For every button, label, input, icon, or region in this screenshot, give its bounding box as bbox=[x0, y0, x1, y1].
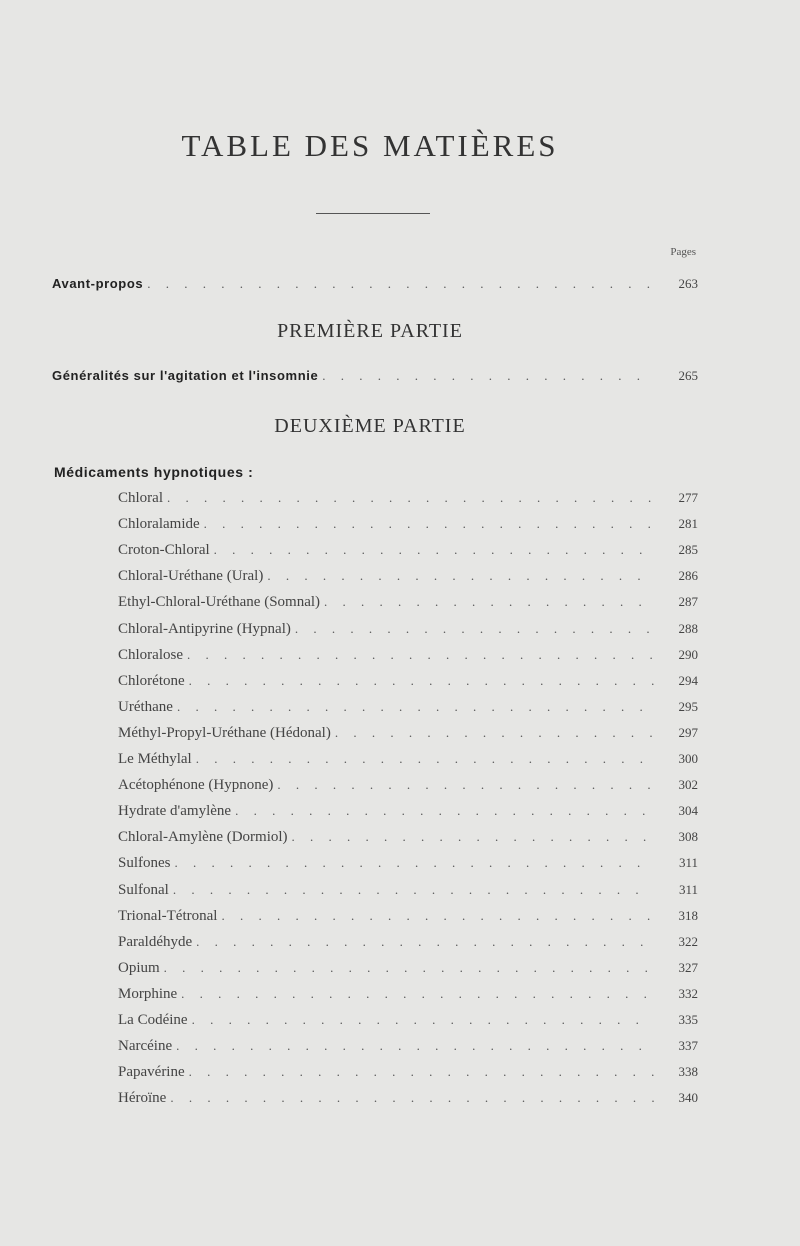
page-title: TABLE DES MATIÈRES bbox=[181, 128, 559, 163]
toc-entry-label: Ethyl-Chloral-Uréthane (Somnal) bbox=[118, 594, 321, 611]
toc-entry bbox=[118, 1038, 698, 1060]
toc-entry-page: 290 bbox=[678, 646, 698, 662]
dot-leader bbox=[177, 699, 654, 715]
toc-entry-label: La Codéine bbox=[118, 1012, 188, 1028]
toc-entry bbox=[118, 751, 698, 773]
toc-entry-page: 338 bbox=[678, 1064, 698, 1080]
toc-entry-page: 311 bbox=[678, 855, 698, 871]
toc-entry-label: Chloral-Amylène (Dormiol) bbox=[118, 829, 288, 846]
dot-leader bbox=[176, 1038, 654, 1054]
dot-leader bbox=[235, 803, 654, 819]
toc-entry bbox=[118, 986, 698, 1008]
toc-entry-label: Chloral bbox=[118, 490, 163, 506]
toc-entry-page: 265 bbox=[678, 368, 698, 383]
toc-entry-label: Sulfonal bbox=[118, 881, 169, 898]
toc-entry bbox=[118, 1090, 698, 1112]
dot-leader bbox=[167, 490, 654, 506]
toc-entry-label: Héroïne bbox=[118, 1090, 167, 1107]
toc-entry bbox=[118, 960, 698, 982]
toc-entry-generalites bbox=[52, 368, 698, 390]
dot-leader bbox=[335, 725, 654, 741]
pages-column-header: Pages bbox=[670, 246, 696, 258]
toc-entry bbox=[118, 1012, 698, 1034]
dot-leader bbox=[322, 368, 654, 384]
toc-entry-page: 302 bbox=[678, 777, 698, 793]
dot-leader bbox=[267, 568, 654, 584]
toc-entry bbox=[118, 542, 698, 564]
toc-entry-page: 285 bbox=[678, 542, 698, 558]
toc-entry-page: 308 bbox=[678, 829, 698, 845]
toc-entry-page: 304 bbox=[678, 803, 698, 819]
toc-entry bbox=[118, 908, 698, 930]
dot-leader bbox=[147, 276, 654, 292]
dot-leader bbox=[324, 594, 654, 610]
toc-entry-page: 287 bbox=[678, 594, 698, 610]
toc-entry bbox=[118, 568, 698, 590]
toc-entry-page: 335 bbox=[678, 1012, 698, 1027]
toc-entry-label: Chloral-Antipyrine (Hypnal) bbox=[118, 620, 291, 637]
toc-entry bbox=[118, 673, 698, 695]
toc-entry-label: Méthyl-Propyl-Uréthane (Hédonal) bbox=[118, 724, 331, 741]
toc-entry bbox=[118, 621, 698, 643]
toc-entry-label: Trional-Tétronal bbox=[118, 907, 218, 924]
dot-leader bbox=[187, 647, 654, 663]
part-title-2: DEUXIÈME PARTIE bbox=[274, 415, 466, 437]
toc-entry-label: Chloralamide bbox=[118, 516, 200, 533]
dot-leader bbox=[196, 751, 654, 767]
toc-entry bbox=[118, 803, 698, 825]
toc-entry-label: Chloralose bbox=[118, 646, 183, 663]
toc-entry-label: Narcéine bbox=[118, 1038, 173, 1055]
toc-entry bbox=[118, 934, 698, 956]
toc-entry-page: 286 bbox=[678, 568, 698, 584]
toc-entry-label: Acétophénone (Hypnone) bbox=[118, 777, 274, 794]
toc-entry bbox=[118, 490, 698, 512]
toc-entry-page: 288 bbox=[678, 620, 698, 636]
toc-entry-avant-propos bbox=[52, 276, 698, 298]
toc-entry-page: 297 bbox=[678, 724, 698, 740]
toc-entry bbox=[118, 882, 698, 904]
toc-entry-page: 327 bbox=[678, 959, 698, 975]
toc-entry-label: Uréthane bbox=[118, 698, 173, 715]
toc-entry-page: 337 bbox=[678, 1038, 698, 1054]
toc-entry-page: 318 bbox=[678, 907, 698, 923]
toc-entry-label: Chlorétone bbox=[118, 672, 185, 689]
dot-leader bbox=[189, 673, 654, 689]
section-heading: Médicaments hypnotiques : bbox=[54, 464, 254, 480]
dot-leader bbox=[277, 777, 654, 793]
dot-leader bbox=[173, 882, 654, 898]
toc-entry bbox=[118, 516, 698, 538]
dot-leader bbox=[181, 986, 654, 1002]
toc-entry-label: Morphine bbox=[118, 985, 178, 1002]
dot-leader bbox=[175, 855, 655, 871]
toc-entry bbox=[118, 777, 698, 799]
toc-entry-page: 300 bbox=[678, 751, 698, 766]
toc-entry-label: Hydrate d'amylène bbox=[118, 803, 232, 820]
toc-entry bbox=[118, 1064, 698, 1086]
dot-leader bbox=[170, 1090, 654, 1106]
part-title-1: PREMIÈRE PARTIE bbox=[277, 320, 463, 342]
toc-entry-page: 332 bbox=[678, 985, 698, 1001]
toc-entry-label: Le Méthylal bbox=[118, 751, 192, 767]
toc-entry-page: 263 bbox=[678, 276, 698, 291]
toc-entry-page: 294 bbox=[678, 672, 698, 688]
dot-leader bbox=[164, 960, 654, 976]
dot-leader bbox=[204, 516, 654, 532]
toc-entry bbox=[118, 647, 698, 669]
toc-entry-label: Paraldéhyde bbox=[118, 933, 193, 950]
dot-leader bbox=[295, 621, 654, 637]
toc-entry-page: 281 bbox=[678, 516, 698, 532]
toc-entry bbox=[118, 594, 698, 616]
toc-entry-label: Généralités sur l'agitation et l'insomnie bbox=[52, 368, 319, 383]
dot-leader bbox=[214, 542, 654, 558]
toc-entry bbox=[118, 829, 698, 851]
toc-entry-page: 340 bbox=[678, 1090, 698, 1106]
toc-entry-label: Croton-Chloral bbox=[118, 542, 210, 559]
toc-entry-label: Avant-propos bbox=[52, 276, 144, 291]
toc-entry-page: 277 bbox=[678, 490, 698, 505]
dot-leader bbox=[292, 829, 654, 845]
toc-entry-page: 311 bbox=[678, 881, 698, 897]
dot-leader bbox=[196, 934, 654, 950]
toc-entry-page: 295 bbox=[678, 698, 698, 714]
toc-entry bbox=[118, 699, 698, 721]
toc-entry bbox=[118, 855, 698, 877]
toc-entry bbox=[118, 725, 698, 747]
dot-leader bbox=[189, 1064, 654, 1080]
toc-entry-label: Opium bbox=[118, 959, 160, 976]
toc-entry-label: Papavérine bbox=[118, 1064, 185, 1081]
toc-entry-label: Sulfones bbox=[118, 855, 171, 872]
toc-entry-page: 322 bbox=[678, 933, 698, 949]
toc-entry-label: Chloral-Uréthane (Ural) bbox=[118, 568, 264, 585]
title-rule bbox=[316, 213, 430, 214]
dot-leader bbox=[221, 908, 654, 924]
dot-leader bbox=[192, 1012, 654, 1028]
